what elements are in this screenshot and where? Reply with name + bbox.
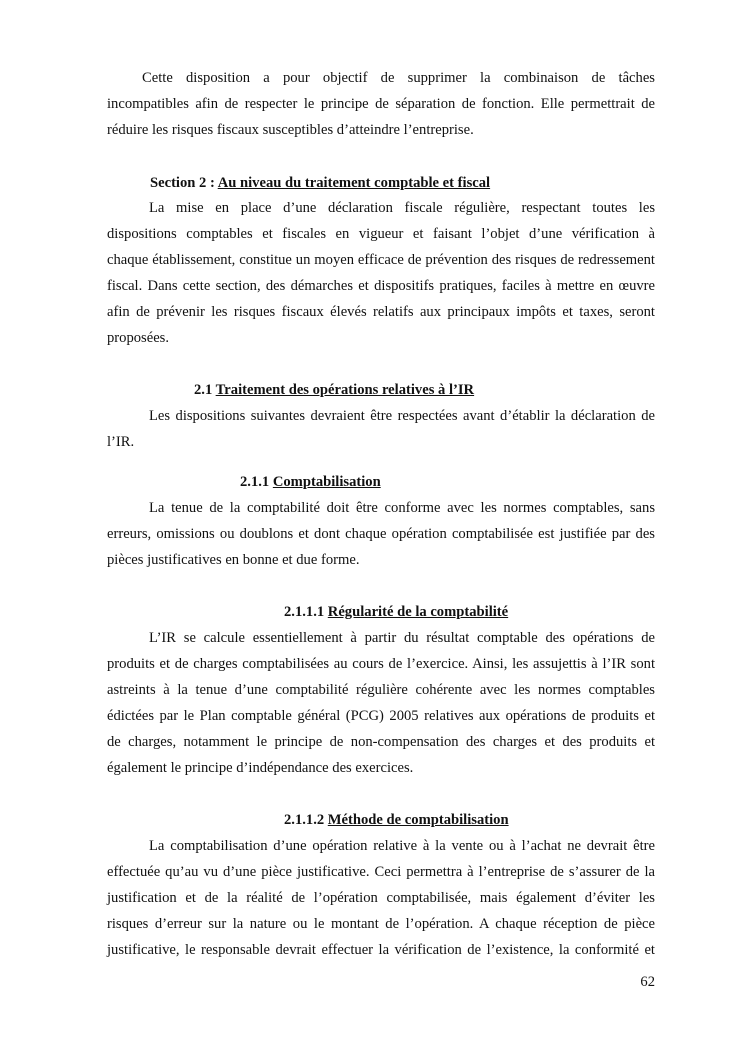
- text-line: Cette disposition a pour objectif de supprimer la combinaison de tâches: [142, 70, 655, 86]
- heading-title: Méthode de comptabilisation: [327, 812, 509, 828]
- text-line: La tenue de la comptabilité doit être conforme avec les normes comptables, sans: [149, 500, 655, 516]
- text-line: réduire les risques fiscaux susceptibles d’atteindre l’entreprise.: [107, 122, 474, 138]
- text-line: proposées.: [107, 330, 170, 346]
- heading-number: 2.1: [194, 382, 216, 398]
- heading-title: Traitement des opérations relatives à l’IR: [215, 382, 475, 398]
- text-line: produits et de charges comptabilisées au cours de l’exercice. Ainsi, les assujettis à l’IR sont: [107, 656, 655, 672]
- text-line: La mise en place d’une déclaration fiscale régulière, respectant toutes les: [149, 200, 655, 216]
- paragraph-separation-fonction: [107, 65, 655, 143]
- text-line: chaque établissement, constitue un moyen efficace de prévention des risques de redressement: [107, 252, 655, 268]
- text-line: astreints à la tenue d’une comptabilité régulière cohérente avec les normes comptables: [107, 682, 655, 698]
- text-line: incompatibles afin de respecter le principe de séparation de fonction. Elle permettrait de: [107, 96, 655, 112]
- heading-number: 2.1.1.1: [284, 604, 328, 620]
- heading-2-1-1: [240, 469, 381, 495]
- text-line: pièces justificatives en bonne et due forme.: [107, 552, 360, 568]
- paragraph-calcul-ir: [107, 625, 655, 781]
- text-line: édictées par le Plan comptable général (PCG) 2005 relatives aux opérations de produits et: [107, 708, 655, 724]
- text-line: de charges, notamment le principe de non-compensation des charges et des produits et: [107, 734, 655, 750]
- text-line: Les dispositions suivantes devraient être respectées avant d’établir la déclaration de: [149, 408, 655, 424]
- text-line: afin de prévenir les risques fiscaux élevés relatifs aux principaux impôts et taxes, seront: [107, 304, 655, 320]
- text-line: également le principe d’indépendance des exercices.: [107, 760, 414, 776]
- heading-section-2: [150, 170, 490, 196]
- paragraph-declaration-fiscale: [107, 195, 655, 351]
- text-line: effectuée qu’au vu d’une pièce justificative. Ceci permettra à l’entreprise de s’assurer de la: [107, 864, 655, 880]
- heading-2-1: [194, 377, 474, 403]
- paragraph-tenue-comptabilite: [107, 495, 655, 573]
- text-line: La comptabilisation d’une opération relative à la vente ou à l’achat ne devrait être: [149, 838, 655, 854]
- heading-title: Comptabilisation: [272, 474, 381, 490]
- text-line: justification et de la réalité de l’opération comptabilisée, mais également d’éviter les: [107, 890, 655, 906]
- paragraph-dispositions-ir: [107, 403, 655, 455]
- paragraph-methode-comptabilisation: [107, 833, 655, 963]
- heading-title: Régularité de la comptabilité: [327, 604, 509, 620]
- text-line: dispositions comptables et fiscales en vigueur et faisant l’objet d’une vérification à: [107, 226, 655, 242]
- heading-number: 2.1.1: [240, 474, 273, 490]
- page-number: 62: [640, 974, 655, 990]
- text-line: fiscal. Dans cette section, des démarches et dispositifs pratiques, faciles à mettre en œuvre: [107, 278, 655, 294]
- heading-2-1-1-2: [284, 807, 509, 833]
- text-line: risques d’erreur sur la nature ou le montant de l’opération. A chaque réception de pièce: [107, 916, 655, 932]
- text-line: justificative, le responsable devrait effectuer la vérification de l’existence, la conformité et: [107, 942, 655, 958]
- text-line: l’IR.: [107, 434, 135, 450]
- heading-2-1-1-1: [284, 599, 508, 625]
- text-line: erreurs, omissions ou doublons et dont chaque opération comptabilisée est justifiée par des: [107, 526, 655, 542]
- heading-number: 2.1.1.2: [284, 812, 328, 828]
- heading-number: Section 2 :: [150, 175, 218, 191]
- text-line: L’IR se calcule essentiellement à partir du résultat comptable des opérations de: [149, 630, 655, 646]
- heading-title: Au niveau du traitement comptable et fiscal: [217, 175, 491, 191]
